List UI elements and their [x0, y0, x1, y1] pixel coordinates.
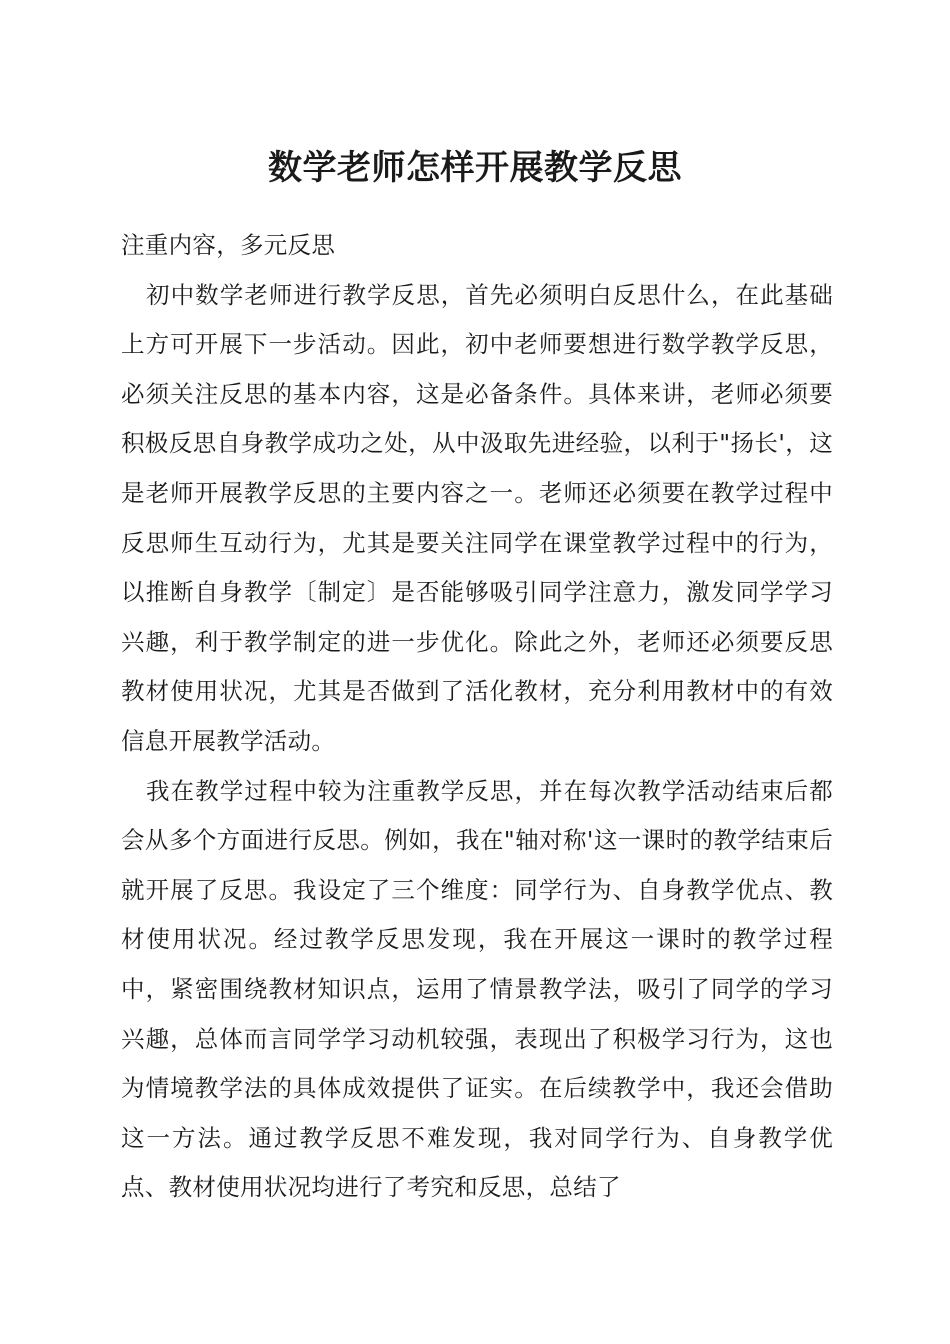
section-subheading: 注重内容，多元反思 — [121, 231, 336, 259]
document-body — [121, 221, 833, 1213]
paragraph-2: 我在教学过程中较为注重教学反思，并在每次教学活动结束后都会从多个方面进行反思。例如，我在"轴对称'这一课时的教学结束后就开展了反思。我设定了三个维度：同学行为、自身教学优点、教材使用状况。经过教学反思发现，我在开展这一课时的教学过程中，紧密围绕教材知识点，运用了情景教学法，吸引了同学的学习兴趣，总体而言同学学习动机较强，表现出了积极学习行为，这也为情境教学法的具体成效提供了证实。在后续教学中，我还会借助这一方法。通过教学反思不难发现，我对同学行为、自身教学优点、教材使用状况均进行了考究和反思，总结了 — [121, 776, 833, 1202]
document-title: 数学老师怎样开展教学反思 — [268, 148, 682, 188]
paragraph-1: 初中数学老师进行教学反思，首先必须明白反思什么，在此基础上方可开展下一步活动。因此，初中老师要想进行数学教学反思，必须关注反思的基本内容，这是必备条件。具体来讲，老师必须要积极反思自身教学成功之处，从中汲取先进经验，以利于"扬长'，这是老师开展教学反思的主要内容之一。老师还必须要在教学过程中反思师生互动行为，尤其是要关注同学在课堂教学过程中的行为，以推断自身教学〔制定〕是否能够吸引同学注意力，激发同学学习兴趣，利于教学制定的进一步优化。除此之外，老师还必须要反思教材使用状况，尤其是否做到了活化教材，充分利用教材中的有效信息开展教学活动。 — [121, 280, 833, 755]
